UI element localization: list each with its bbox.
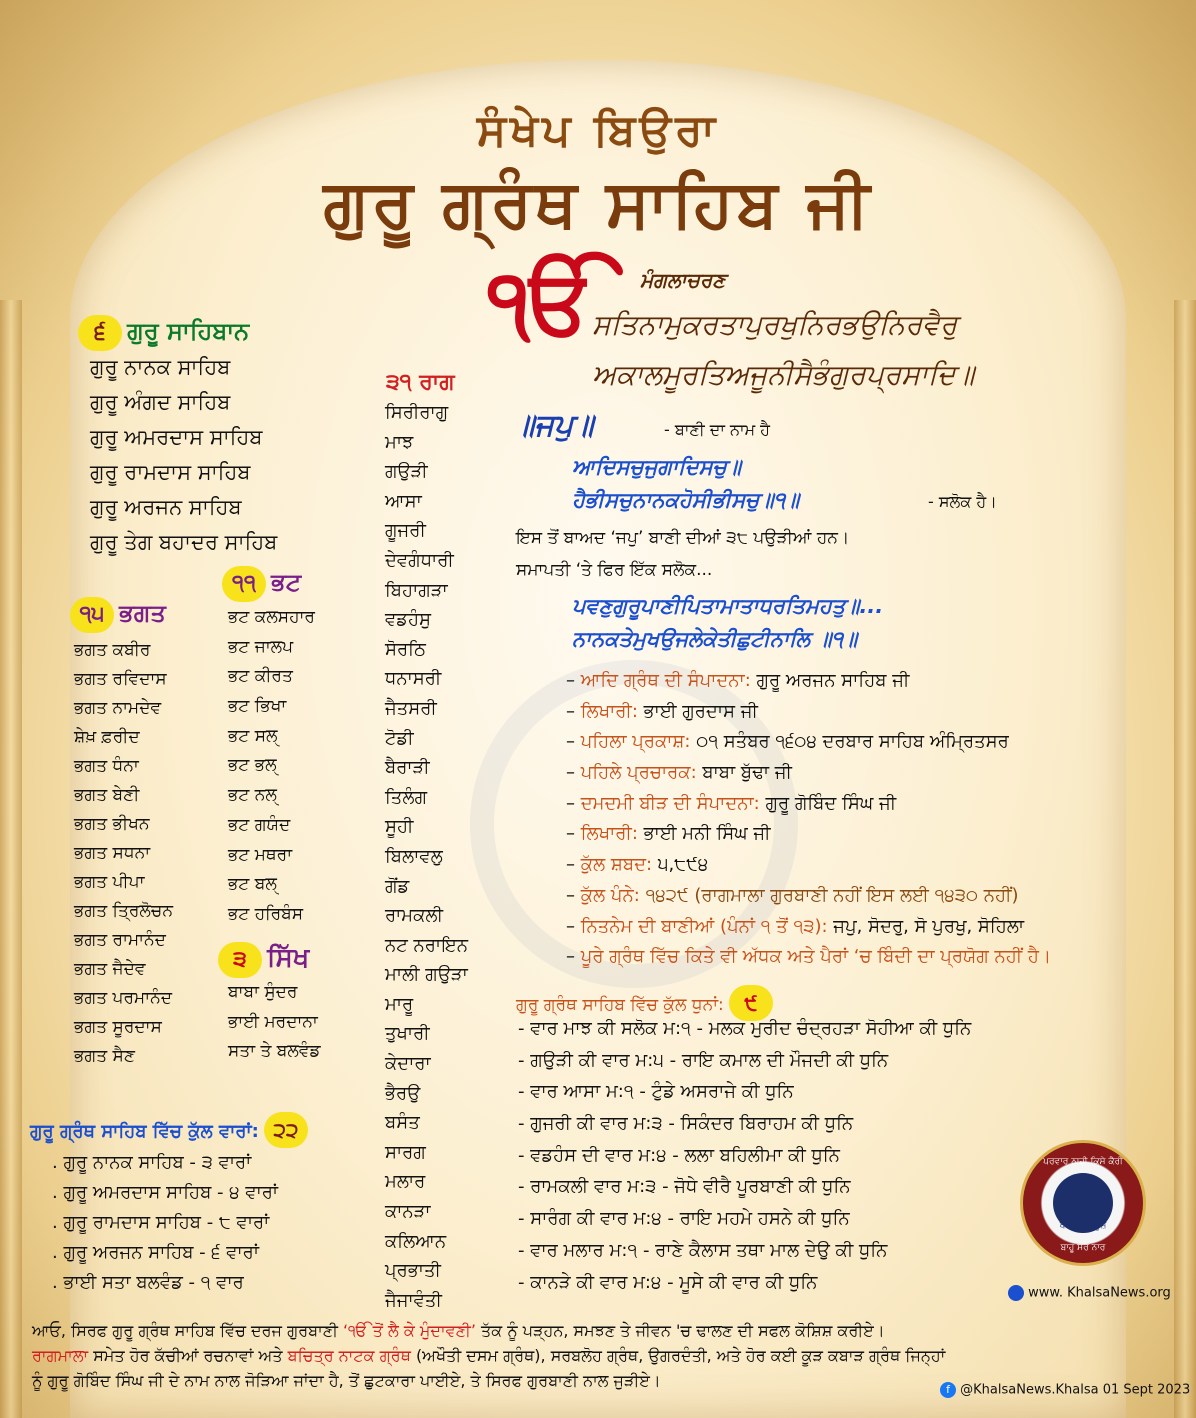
website-url[interactable]: www. KhalsaNews.org bbox=[1028, 1285, 1171, 1301]
bhatt-item: ਭਟ ਬਲੑ bbox=[228, 874, 277, 895]
vaar-item: . ਗੁਰੂ ਅਮਰਦਾਸ ਸਾਹਿਬ - ੪ ਵਾਰਾਂ bbox=[52, 1182, 279, 1203]
bhagat-item: ਭਗਤ ਸੈਣ bbox=[74, 1046, 135, 1066]
raag-item: ਸੋਰਠਿ bbox=[385, 638, 426, 660]
facebook-icon: f bbox=[940, 1382, 956, 1398]
footer-text-part: ਸਮੇਤ ਹੋਰ ਕੱਚੀਆਂ ਰਚਨਾਵਾਂ ਅਤੇ bbox=[93, 1346, 283, 1365]
info-label: ਪੂਰੇ ਗ੍ਰੰਥ ਵਿੱਚ ਕਿਤੇ ਵੀ ਅੱਧਕ ਅਤੇ ਪੈਰਾਂ ‘ਚ ਬਿੰਦੀ ਦਾ ਪ੍ਰਯੋਗ ਨਹੀਂ ਹੈ। bbox=[580, 946, 1052, 968]
info-value: ਗੁਰੂ ਅਰਜਨ ਸਾਹਿਬ ਜੀ bbox=[756, 670, 910, 691]
dhuni-item: - ਕਾਨੜੇ ਕੀ ਵਾਰ ਮ:੪ - ਮੂਸੇ ਕੀ ਵਾਰ ਕੀ ਧੁਨਿ bbox=[518, 1271, 818, 1293]
footer-line2 bbox=[32, 1343, 1172, 1368]
info-list bbox=[566, 670, 1051, 977]
bhatt-item: ਭਟ ਭਲੑ bbox=[228, 755, 277, 776]
gurus-count-badge: ੬ bbox=[78, 315, 122, 351]
sikhs-list bbox=[228, 982, 321, 1071]
info-item: – ਲਿਖਾਰੀ: ਭਾਈ ਮਨੀ ਸਿੰਘ ਜੀ bbox=[566, 823, 771, 845]
raag-item: ਭੈਰਉ bbox=[385, 1082, 421, 1104]
bhagat-item: ਭਗਤ ਭੀਖਨ bbox=[74, 814, 150, 834]
footer-text-part: (ਅਖੌਤੀ ਦਸਮ ਗ੍ਰੰਥ), ਸਰਬਲੋਹ ਗ੍ਰੰਥ, ਉਗਰਦੰਤੀ, ਅਤੇ ਹੋਰ ਕਈ ਕੂੜ ਕਬਾੜ ਗ੍ਰੰਥ ਜਿਨ੍ਹਾਂ bbox=[415, 1346, 946, 1365]
mool-mantar-line1: ਸਤਿਨਾਮੁਕਰਤਾਪੁਰਖੁਨਿਰਭਉਨਿਰਵੈਰੁ bbox=[592, 308, 958, 341]
raag-item: ਨਟ ਨਰਾਇਨ bbox=[385, 934, 468, 956]
dhuni-item: - ਵਾਰ ਮਲਾਰ ਮ:੧ - ਰਾਣੇ ਕੈਲਾਸ ਤਥਾ ਮਾਲ ਦੇਉ ਕੀ ਧੁਨਿ bbox=[518, 1239, 888, 1261]
bhatt-item: ਭਟ ਸਲੑ bbox=[228, 725, 278, 746]
raag-item: ਗੂਜਰੀ bbox=[385, 520, 426, 542]
bhatt-item: ਭਟ ਭਿਖਾ bbox=[228, 696, 287, 717]
footer-highlight: ‘ੴ ਤੋਂ ਲੈ ਕੇ ਮੁੰਦਾਵਣੀ’ bbox=[343, 1321, 476, 1340]
guru-item: ਗੁਰੂ ਤੇਗ ਬਹਾਦਰ ਸਾਹਿਬ bbox=[90, 530, 278, 554]
raags-list bbox=[385, 402, 468, 1319]
dhuni-item: - ਗਉੜੀ ਕੀ ਵਾਰ ਮ:੫ - ਰਾਇ ਕਮਾਲ ਦੀ ਮੌਜਦੀ ਕੀ ਧੁਨਿ bbox=[518, 1049, 889, 1071]
raag-item: ਮਲਾਰ bbox=[385, 1171, 426, 1193]
bhagat-item: ਭਗਤ ਜੈਦੇਵ bbox=[74, 959, 146, 979]
logo-bottom-text: ਬਾਹੂ ਸਰੇ ਨਾਰ bbox=[1060, 1243, 1106, 1253]
bhatt-item: ਭਟ ਗਯੰਦ bbox=[228, 814, 291, 835]
info-label: ਆਦਿ ਗ੍ਰੰਥ ਦੀ ਸੰਪਾਦਨਾ: bbox=[580, 670, 751, 691]
japu-desc2: ਸਮਾਪਤੀ ‘ਤੇ ਫਿਰ ਇੱਕ ਸਲੋਕ... bbox=[516, 560, 713, 580]
guru-item: ਗੁਰੂ ਅਮਰਦਾਸ ਸਾਹਿਬ bbox=[90, 425, 263, 449]
logo-center-text: ਖਾਲਸਾ ਨਿਊਜ਼ bbox=[1059, 1221, 1107, 1231]
bhatts-count-badge: ੧੧ bbox=[222, 566, 266, 602]
japu-title: ॥ਜਪੁ॥ bbox=[514, 408, 594, 443]
mool-mantar-line2: ਅਕਾਲਮੂਰਤਿਅਜੂਨੀਸੈਭੰਗੁਰਪ੍ਰਸਾਦਿ॥ bbox=[592, 358, 975, 391]
footer-highlight: ਬਚਿਤ੍ਰ ਨਾਟਕ ਗ੍ਰੰਥ bbox=[287, 1346, 411, 1365]
bhagat-item: ਭਗਤ ਸੂਰਦਾਸ bbox=[74, 1017, 162, 1037]
bhagat-item: ਭਗਤ ਨਾਮਦੇਵ bbox=[74, 698, 162, 718]
dhuni-count-badge: ੯ bbox=[729, 985, 773, 1021]
vaars-list bbox=[52, 1152, 278, 1302]
dhuni-item: - ਵਡਹੰਸ ਦੀ ਵਾਰ ਮ:੪ - ਲਲਾ ਬਹਿਲੀਮਾ ਕੀ ਧੁਨਿ bbox=[518, 1144, 840, 1166]
raags-heading: ੩੧ ਰਾਗ bbox=[386, 370, 455, 395]
bhagat-item: ਭਗਤ ਰਵਿਦਾਸ bbox=[74, 669, 167, 689]
raag-item: ਕੇਦਾਰਾ bbox=[385, 1053, 431, 1075]
dhuni-header bbox=[516, 985, 773, 1021]
right-pillar bbox=[1174, 300, 1196, 1418]
vaars-heading: ਗੁਰੂ ਗ੍ਰੰਥ ਸਾਹਿਬ ਵਿੱਚ ਕੁੱਲ ਵਾਰਾਂ: bbox=[30, 1121, 259, 1142]
page-title: ਗੁਰੂ ਗ੍ਰੰਥ ਸਾਹਿਬ ਜੀ bbox=[323, 165, 873, 242]
gurus-header bbox=[78, 315, 249, 351]
bhagats-count-badge: ੧੫ bbox=[70, 597, 114, 633]
raag-item: ਸਾਰਗ bbox=[385, 1141, 426, 1163]
sikhs-header bbox=[218, 942, 309, 978]
guru-item: ਗੁਰੂ ਅਰਜਨ ਸਾਹਿਬ bbox=[90, 495, 242, 519]
bhagat-item: ਭਗਤ ਤ੍ਰਿਲੋਚਨ bbox=[74, 901, 174, 921]
dhuni-item: - ਵਾਰ ਮਾਝ ਕੀ ਸਲੋਕ ਮ:੧ - ਮਲਕ ਮੁਰੀਦ ਚੰਦ੍ਰਹੜਾ ਸੋਹੀਆ ਕੀ ਧੁਨਿ bbox=[518, 1018, 972, 1039]
info-label: ਲਿਖਾਰੀ: bbox=[580, 700, 638, 722]
sikh-item: ਭਾਈ ਮਰਦਾਨਾ bbox=[228, 1011, 318, 1032]
dhuni-item: - ਗੁਜਰੀ ਕੀ ਵਾਰ ਮ:੩ - ਸਿਕੰਦਰ ਬਿਰਾਹਮ ਕੀ ਧੁਨਿ bbox=[518, 1113, 854, 1135]
logo-top-text: ਪਰਵਾਰ ਨਾਹੀ ਕਿਸੇ ਕੈਰੀ bbox=[1043, 1157, 1123, 1167]
raag-item: ਪ੍ਰਭਾਤੀ bbox=[385, 1260, 441, 1282]
raag-item: ਸਿਰੀਰਾਗੁ bbox=[385, 402, 449, 423]
bhatts-header bbox=[222, 566, 301, 602]
info-item: – ਪਹਿਲਾ ਪ੍ਰਕਾਸ਼: ੦੧ ਸਤੰਬਰ ੧੬੦੪ ਦਰਬਾਰ ਸਾਹਿਬ ਅੰਮ੍ਰਿਤਸਰ bbox=[566, 731, 1009, 753]
info-item: – ਪੂਰੇ ਗ੍ਰੰਥ ਵਿੱਚ ਕਿਤੇ ਵੀ ਅੱਧਕ ਅਤੇ ਪੈਰਾਂ ‘ਚ ਬਿੰਦੀ ਦਾ ਪ੍ਰਯੋਗ ਨਹੀਂ ਹੈ। bbox=[566, 946, 1052, 968]
japu-line3: ਪਵਣੁਗੁਰੂਪਾਣੀਪਿਤਾਮਾਤਾਧਰਤਿਮਹਤੁ॥... bbox=[572, 594, 884, 618]
raag-item: ਆਸਾ bbox=[385, 490, 422, 512]
raag-item: ਗੋਂਡ bbox=[385, 875, 410, 897]
footer-line1 bbox=[32, 1318, 1172, 1343]
bhatt-item: ਭਟ ਹਰਿਬੰਸ bbox=[228, 903, 304, 924]
info-label: ਨਿਤਨੇਮ ਦੀ ਬਾਣੀਆਂ (ਪੰਨਾਂ ੧ ਤੋਂ ੧੩): bbox=[580, 915, 828, 937]
info-value: ਜਪੁ, ਸੋਦਰੁ, ਸੋ ਪੁਰਖੁ, ਸੋਹਿਲਾ bbox=[833, 915, 1025, 937]
vaar-item: . ਗੁਰੂ ਰਾਮਦਾਸ ਸਾਹਿਬ - ੮ ਵਾਰਾਂ bbox=[52, 1212, 270, 1233]
raag-item: ਬਸੰਤ bbox=[385, 1112, 420, 1134]
sikhs-count-badge: ੩ bbox=[218, 942, 262, 978]
info-value: ਭਾਈ ਗੁਰਦਾਸ ਜੀ bbox=[643, 700, 758, 722]
raag-item: ਮਾਰੂ bbox=[385, 993, 414, 1015]
japu-title-note: - ਬਾਣੀ ਦਾ ਨਾਮ ਹੈ bbox=[664, 420, 771, 439]
vaars-header bbox=[30, 1112, 308, 1148]
bhagat-item: ਭਗਤ ਪਰਮਾਨੰਦ bbox=[74, 988, 172, 1008]
info-item: – ਪਹਿਲੇ ਪ੍ਰਚਾਰਕ: ਬਾਬਾ ਬੁੱਢਾ ਜੀ bbox=[566, 762, 792, 784]
bhatt-item: ਭਟ ਕਲਸਹਾਰ bbox=[228, 607, 315, 627]
info-label: ਪਹਿਲਾ ਪ੍ਰਕਾਸ਼: bbox=[580, 731, 691, 753]
bhatt-item: ਭਟ ਨਲੑ bbox=[228, 785, 277, 806]
post-date: 01 Sept 2023 bbox=[1102, 1382, 1191, 1398]
bhatts-heading: ਭਟ bbox=[271, 568, 302, 596]
info-item: – ਲਿਖਾਰੀ: ਭਾਈ ਗੁਰਦਾਸ ਜੀ bbox=[566, 700, 758, 722]
japu-line1: ਆਦਿਸਚੁਜੁਗਾਦਿਸਚੁ॥ bbox=[572, 455, 741, 479]
japu-line2: ਹੈਭੀਸਚੁਨਾਨਕਹੋਸੀਭੀਸਚੁ॥੧॥ bbox=[572, 488, 800, 512]
raag-item: ਬਿਹਾਗੜਾ bbox=[385, 579, 448, 601]
bhatt-item: ਭਟ ਕੀਰਤ bbox=[228, 666, 293, 687]
bhagats-header bbox=[70, 597, 166, 633]
gurus-list bbox=[90, 355, 277, 565]
info-item: – ਆਦਿ ਗ੍ਰੰਥ ਦੀ ਸੰਪਾਦਨਾ: ਗੁਰੂ ਅਰਜਨ ਸਾਹਿਬ ਜੀ bbox=[566, 670, 910, 691]
info-value: ੦੧ ਸਤੰਬਰ ੧੬੦੪ ਦਰਬਾਰ ਸਾਹਿਬ ਅੰਮ੍ਰਿਤਸਰ bbox=[696, 731, 1009, 753]
raag-item: ਤੁਖਾਰੀ bbox=[385, 1023, 430, 1045]
guru-item: ਗੁਰੂ ਰਾਮਦਾਸ ਸਾਹਿਬ bbox=[90, 460, 251, 484]
raag-item: ਰਾਮਕਲੀ bbox=[385, 905, 444, 927]
info-label: ਪਹਿਲੇ ਪ੍ਰਚਾਰਕ: bbox=[580, 762, 697, 784]
mangalacharan-label: ਮੰਗਲਾਚਰਣ bbox=[640, 268, 726, 292]
subtitle: ਸੰਖੇਪ ਬਿਉਰਾ bbox=[476, 105, 720, 156]
bhagat-item: ਭਗਤ ਧੰਨਾ bbox=[74, 756, 139, 776]
raag-item: ਕਾਨੜਾ bbox=[385, 1201, 431, 1223]
bhagat-item: ਸ਼ੇਖ਼ ਫ਼ਰੀਦ bbox=[74, 727, 140, 747]
info-value: ਭਾਈ ਮਨੀ ਸਿੰਘ ਜੀ bbox=[643, 823, 771, 845]
globe-icon bbox=[1008, 1285, 1024, 1301]
raag-item: ਜੈਤਸਰੀ bbox=[385, 697, 437, 719]
info-value: ਗੁਰੂ ਗੋਬਿੰਦ ਸਿੰਘ ਜੀ bbox=[765, 792, 897, 814]
dhuni-item: - ਰਾਮਕਲੀ ਵਾਰ ਮ:੩ - ਜੋਧੇ ਵੀਰੈ ਪੂਰਬਾਣੀ ਕੀ ਧੁਨਿ bbox=[518, 1176, 851, 1198]
sikhs-heading: ਸਿੱਖ bbox=[267, 943, 310, 973]
info-label: ਕੁੱਲ ਸ਼ਬਦ: bbox=[580, 854, 653, 876]
gurus-heading: ਗੁਰੂ ਸਾਹਿਬਾਨ bbox=[127, 317, 250, 345]
info-value: ੧੪੨੯ (ਰਾਗਮਾਲਾ ਗੁਰਬਾਣੀ ਨਹੀਂ ਇਸ ਲਈ ੧੪੩੦ ਨਹੀਂ) bbox=[645, 884, 1019, 906]
bhagat-item: ਭਗਤ ਰਾਮਾਨੰਦ bbox=[74, 930, 166, 950]
bhagats-heading: ਭਗਤ bbox=[119, 599, 166, 627]
raag-item: ਟੋਡੀ bbox=[385, 727, 414, 749]
guru-item: ਗੁਰੂ ਨਾਨਕ ਸਾਹਿਬ bbox=[90, 355, 231, 379]
raag-item: ਬਿਲਾਵਲੁ bbox=[385, 845, 443, 867]
footer-text-part: ਆਓ, ਸਿਰਫ ਗੁਰੂ ਗ੍ਰੰਥ ਸਾਹਿਬ ਵਿੱਚ ਦਰਜ ਗੁਰਬਾਣੀ bbox=[32, 1321, 338, 1340]
guru-item: ਗੁਰੂ ਅੰਗਦ ਸਾਹਿਬ bbox=[90, 390, 231, 414]
bhagat-item: ਭਗਤ ਸਧਨਾ bbox=[74, 843, 151, 863]
website-line bbox=[1008, 1285, 1171, 1301]
info-label: ਕੁੱਲ ਪੰਨੇ: bbox=[580, 884, 640, 906]
social-handle[interactable]: @KhalsaNews.Khalsa bbox=[960, 1382, 1099, 1398]
bhagat-item: ਭਗਤ ਕਬੀਰ bbox=[74, 640, 151, 660]
dhuni-heading: ਗੁਰੂ ਗ੍ਰੰਥ ਸਾਹਿਬ ਵਿੱਚ ਕੁੱਲ ਧੁਨਾਂ: bbox=[516, 995, 724, 1015]
sikh-item: ਸਤਾ ਤੇ ਬਲਵੰਡ bbox=[228, 1041, 321, 1062]
raag-item: ਤਿਲੰਗ bbox=[385, 786, 428, 808]
bhagat-item: ਭਗਤ ਪੀਪਾ bbox=[74, 872, 145, 892]
japu-desc1: ਇਸ ਤੋਂ ਬਾਅਦ ‘ਜਪੁ’ ਬਾਣੀ ਦੀਆਂ ੩੮ ਪਉੜੀਆਂ ਹਨ। bbox=[516, 528, 850, 548]
raag-item: ਦੇਵਗੰਧਾਰੀ bbox=[385, 549, 454, 571]
raag-item: ਧਨਾਸਰੀ bbox=[385, 668, 442, 690]
japu-line2-note: - ਸਲੋਕ ਹੈ। bbox=[928, 492, 997, 511]
info-item: – ਦਮਦਮੀ ਬੀੜ ਦੀ ਸੰਪਾਦਨਾ: ਗੁਰੂ ਗੋਬਿੰਦ ਸਿੰਘ ਜੀ bbox=[566, 792, 897, 814]
info-value: ਬਾਬਾ ਬੁੱਢਾ ਜੀ bbox=[702, 762, 792, 784]
japu-line4: ਨਾਨਕਤੇਮੁਖਉਜਲੇਕੇਤੀਛੁਟੀਨਾਲਿ ॥੧॥ bbox=[572, 627, 857, 651]
info-value: ੫,੮੯੪ bbox=[657, 854, 709, 876]
raag-item: ਮਾਝ bbox=[385, 431, 414, 453]
footer-text-part: ਤੱਕ ਨੂੰ ਪੜ੍ਹਨ, ਸਮਝਣ ਤੇ ਜੀਵਨ 'ਚ ਢਾਲਣ ਦੀ ਸਫਲ ਕੋਸ਼ਿਸ਼ ਕਰੀਏ। bbox=[481, 1321, 885, 1340]
footer-highlight: ਰਾਗਮਾਲਾ bbox=[32, 1346, 89, 1365]
raag-item: ਮਾਲੀ ਗਉੜਾ bbox=[385, 964, 468, 986]
vaar-item: . ਗੁਰੂ ਨਾਨਕ ਸਾਹਿਬ - ੩ ਵਾਰਾਂ bbox=[52, 1152, 252, 1173]
social-line bbox=[940, 1382, 1190, 1398]
info-item: – ਕੁੱਲ ਪੰਨੇ: ੧੪੨੯ (ਰਾਗਮਾਲਾ ਗੁਰਬਾਣੀ ਨਹੀਂ ਇਸ ਲਈ ੧੪੩੦ ਨਹੀਂ) bbox=[566, 884, 1019, 906]
dhuni-list bbox=[518, 1018, 971, 1303]
footer-text-part: ਨੂੰ ਗੁਰੂ ਗੋਬਿੰਦ ਸਿੰਘ ਜੀ ਦੇ ਨਾਮ ਨਾਲ ਜੋੜਿਆ ਜਾਂਦਾ ਹੈ, ਤੋਂ ਛੁਟਕਾਰਾ ਪਾਈਏ, ਤੇ ਸਿਰਫ ਗੁਰਬਾਣੀ ਨਾਲ ਜੁੜੀਏ। bbox=[32, 1371, 661, 1390]
bhatt-item: ਭਟ ਜਾਲਪ bbox=[228, 636, 294, 657]
dhuni-item: - ਸਾਰੰਗ ਕੀ ਵਾਰ ਮ:੪ - ਰਾਇ ਮਹਮੇ ਹਸਨੇ ਕੀ ਧੁਨਿ bbox=[518, 1208, 850, 1230]
vaar-item: . ਗੁਰੂ ਅਰਜਨ ਸਾਹਿਬ - ੬ ਵਾਰਾਂ bbox=[52, 1242, 259, 1263]
bhatts-list bbox=[228, 607, 315, 934]
bhagat-item: ਭਗਤ ਬੇਣੀ bbox=[74, 785, 140, 805]
sikh-item: ਬਾਬਾ ਸੁੰਦਰ bbox=[228, 982, 298, 1002]
info-item: – ਕੁੱਲ ਸ਼ਬਦ: ੫,੮੯੪ bbox=[566, 854, 709, 876]
info-label: ਦਮਦਮੀ ਬੀੜ ਦੀ ਸੰਪਾਦਨਾ: bbox=[580, 792, 760, 814]
raag-item: ਬੈਰਾੜੀ bbox=[385, 757, 430, 779]
raag-item: ਗਉੜੀ bbox=[385, 461, 428, 483]
khalsanews-logo bbox=[1020, 1140, 1146, 1266]
raag-item: ਸੂਹੀ bbox=[385, 816, 414, 838]
raag-item: ਵਡਹੰਸੁ bbox=[385, 609, 432, 631]
bhagats-list bbox=[74, 640, 173, 1075]
left-pillar bbox=[0, 300, 22, 1418]
dhuni-item: - ਵਾਰ ਆਸਾ ਮ:੧ - ਟੁੰਡੇ ਅਸਰਾਜੇ ਕੀ ਧੁਨਿ bbox=[518, 1081, 794, 1103]
raag-item: ਕਲਿਆਨ bbox=[385, 1230, 447, 1252]
vaar-item: . ਭਾਈ ਸਤਾ ਬਲਵੰਡ - ੧ ਵਾਰ bbox=[52, 1272, 244, 1293]
info-item: – ਨਿਤਨੇਮ ਦੀ ਬਾਣੀਆਂ (ਪੰਨਾਂ ੧ ਤੋਂ ੧੩): ਜਪੁ, ਸੋਦਰੁ, ਸੋ ਪੁਰਖੁ, ਸੋਹਿਲਾ bbox=[566, 915, 1025, 937]
vaars-count-badge: ੨੨ bbox=[264, 1112, 308, 1148]
raag-item: ਜੈਜਾਵੰਤੀ bbox=[385, 1289, 442, 1311]
ek-onkar-symbol: ੴ bbox=[488, 250, 596, 353]
info-label: ਲਿਖਾਰੀ: bbox=[580, 823, 638, 845]
bhatt-item: ਭਟ ਮਥਰਾ bbox=[228, 844, 293, 865]
